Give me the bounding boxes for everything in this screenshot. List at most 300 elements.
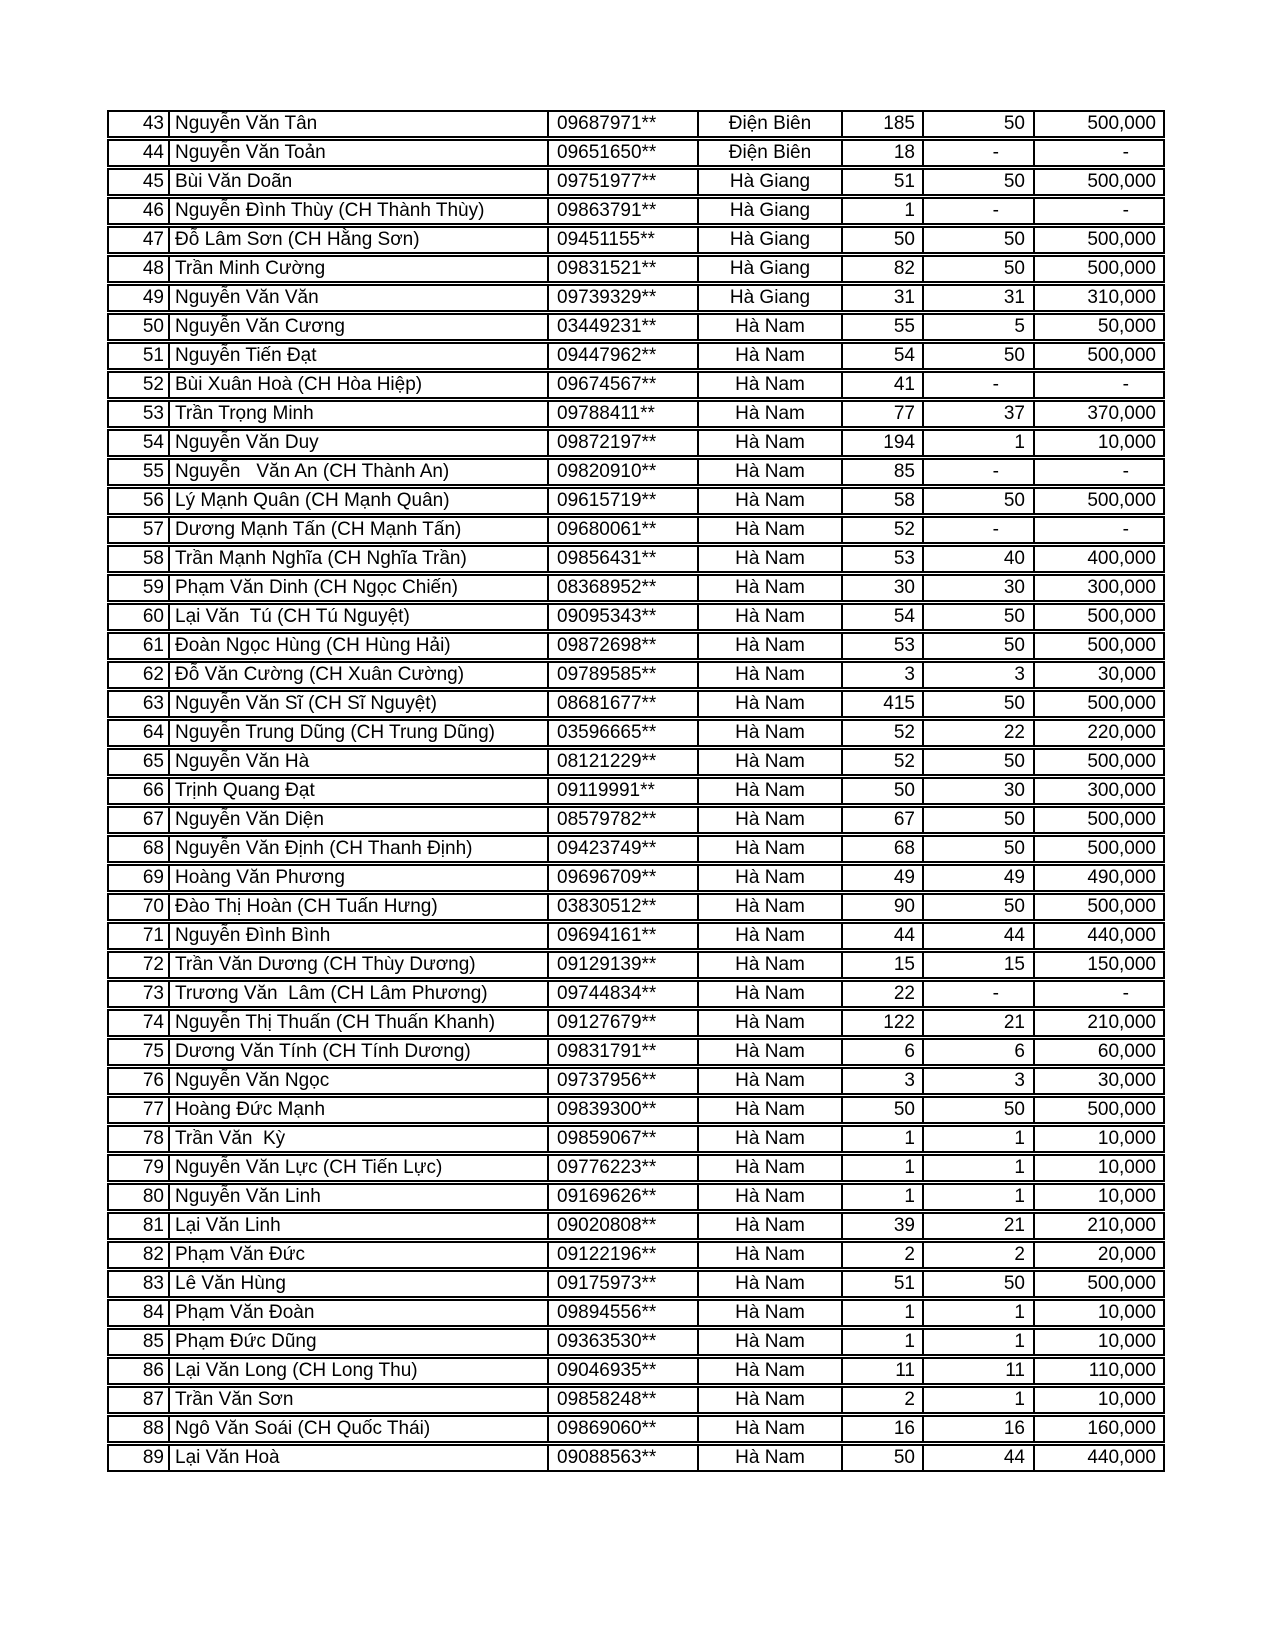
paid-quantity-cell: 1 (922, 1388, 1033, 1412)
recipient-name-cell: Đào Thị Hoàn (CH Tuấn Hưng) (168, 895, 547, 919)
paid-quantity-cell: 50 (922, 257, 1033, 281)
amount-cell: 500,000 (1033, 692, 1163, 716)
recipient-name-cell: Phạm Đức Dũng (168, 1330, 547, 1354)
row-number-cell: 55 (142, 461, 164, 482)
paid-quantity-cell: 16 (922, 1417, 1033, 1441)
province-cell: Hà Nam (697, 663, 841, 687)
row-number-cell: 47 (142, 229, 164, 250)
amount-cell: 500,000 (1033, 489, 1163, 513)
row-number-cell: 46 (142, 200, 164, 221)
quantity-cell: 49 (841, 866, 922, 890)
province-cell: Hà Nam (697, 953, 841, 977)
amount-cell: 500,000 (1033, 1098, 1163, 1122)
province-cell: Hà Nam (697, 1301, 841, 1325)
province-cell: Hà Nam (697, 489, 841, 513)
amount-cell: 370,000 (1033, 402, 1163, 426)
phone-number-cell: 09169626** (547, 1185, 697, 1209)
table-row (107, 777, 1165, 805)
paid-quantity-cell: 1 (922, 1127, 1033, 1151)
paid-quantity-cell: 44 (922, 924, 1033, 948)
province-cell: Hà Nam (697, 1214, 841, 1238)
row-number-cell: 60 (142, 606, 164, 627)
row-number-cell: 75 (142, 1041, 164, 1062)
amount-cell: 310,000 (1033, 286, 1163, 310)
phone-number-cell: 09088563** (547, 1446, 697, 1470)
recipient-name-cell: Trần Mạnh Nghĩa (CH Nghĩa Trần) (168, 547, 547, 571)
quantity-cell: 50 (841, 1446, 922, 1470)
amount-cell: 440,000 (1033, 1446, 1163, 1470)
quantity-cell: 51 (841, 1272, 922, 1296)
table-row (107, 197, 1165, 225)
row-number-cell: 83 (142, 1273, 164, 1294)
row-number-cell: 88 (142, 1418, 164, 1439)
amount-cell: 500,000 (1033, 605, 1163, 629)
phone-number-cell: 09776223** (547, 1156, 697, 1180)
province-cell: Hà Nam (697, 547, 841, 571)
amount-cell: 500,000 (1033, 837, 1163, 861)
table-row (107, 1067, 1165, 1095)
quantity-cell: 22 (841, 982, 922, 1006)
phone-number-cell: 09615719** (547, 489, 697, 513)
phone-number-cell: 09894556** (547, 1301, 697, 1325)
recipient-name-cell: Dương Mạnh Tấn (CH Mạnh Tấn) (168, 518, 547, 542)
recipient-name-cell: Nguyễn Văn Định (CH Thanh Định) (168, 837, 547, 861)
province-cell: Hà Nam (697, 924, 841, 948)
province-cell: Hà Nam (697, 1446, 841, 1470)
recipient-name-cell: Lê Văn Hùng (168, 1272, 547, 1296)
row-number-cell: 85 (142, 1331, 164, 1352)
table-row (107, 1386, 1165, 1414)
table-row (107, 1125, 1165, 1153)
phone-number-cell: 09127679** (547, 1011, 697, 1035)
paid-quantity-cell: 50 (922, 489, 1033, 513)
row-number-cell: 84 (142, 1302, 164, 1323)
quantity-cell: 15 (841, 953, 922, 977)
phone-number-cell: 03449231** (547, 315, 697, 339)
province-cell: Hà Nam (697, 808, 841, 832)
recipient-name-cell: Đoàn Ngọc Hùng (CH Hùng Hải) (168, 634, 547, 658)
amount-cell: 210,000 (1033, 1214, 1163, 1238)
amount-cell: 500,000 (1033, 808, 1163, 832)
phone-number-cell: 09831791** (547, 1040, 697, 1064)
table-row (107, 1038, 1165, 1066)
row-number-cell: 64 (142, 722, 164, 743)
amount-cell: 500,000 (1033, 895, 1163, 919)
province-cell: Hà Nam (697, 1156, 841, 1180)
row-number-cell: 52 (142, 374, 164, 395)
table-row (107, 632, 1165, 660)
recipient-name-cell: Trần Văn Dương (CH Thùy Dương) (168, 953, 547, 977)
paid-quantity-cell: 50 (922, 837, 1033, 861)
table-row (107, 806, 1165, 834)
amount-cell: - (1033, 460, 1163, 484)
row-number-cell: 73 (142, 983, 164, 1004)
amount-cell: 500,000 (1033, 112, 1163, 136)
quantity-cell: 31 (841, 286, 922, 310)
paid-quantity-cell: 1 (922, 431, 1033, 455)
phone-number-cell: 09820910** (547, 460, 697, 484)
recipient-name-cell: Hoàng Văn Phương (168, 866, 547, 890)
recipient-name-cell: Phạm Văn Dinh (CH Ngọc Chiến) (168, 576, 547, 600)
recipient-name-cell: Lý Mạnh Quân (CH Mạnh Quân) (168, 489, 547, 513)
row-number-cell: 78 (142, 1128, 164, 1149)
paid-quantity-cell: 37 (922, 402, 1033, 426)
table-row (107, 1444, 1165, 1472)
row-number-cell: 72 (142, 954, 164, 975)
recipient-name-cell: Ngô Văn Soái (CH Quốc Thái) (168, 1417, 547, 1441)
phone-number-cell: 09737956** (547, 1069, 697, 1093)
quantity-cell: 2 (841, 1243, 922, 1267)
recipient-name-cell: Nguyễn Văn Duy (168, 431, 547, 455)
quantity-cell: 54 (841, 605, 922, 629)
recipient-name-cell: Nguyễn Văn Hà (168, 750, 547, 774)
recipient-name-cell: Nguyễn Đình Bình (168, 924, 547, 948)
province-cell: Hà Nam (697, 1040, 841, 1064)
province-cell: Hà Nam (697, 750, 841, 774)
table-row (107, 168, 1165, 196)
amount-cell: 110,000 (1033, 1359, 1163, 1383)
province-cell: Hà Nam (697, 1330, 841, 1354)
paid-quantity-cell: 2 (922, 1243, 1033, 1267)
paid-quantity-cell: 30 (922, 576, 1033, 600)
quantity-cell: 2 (841, 1388, 922, 1412)
table-row (107, 226, 1165, 254)
amount-cell: 20,000 (1033, 1243, 1163, 1267)
row-number-cell: 79 (142, 1157, 164, 1178)
province-cell: Hà Nam (697, 460, 841, 484)
quantity-cell: 16 (841, 1417, 922, 1441)
phone-number-cell: 08681677** (547, 692, 697, 716)
phone-number-cell: 09687971** (547, 112, 697, 136)
row-number-cell: 45 (142, 171, 164, 192)
recipient-name-cell: Lại Văn Tú (CH Tú Nguyệt) (168, 605, 547, 629)
paid-quantity-cell: 50 (922, 895, 1033, 919)
row-number-cell: 70 (142, 896, 164, 917)
amount-cell: 500,000 (1033, 257, 1163, 281)
phone-number-cell: 09696709** (547, 866, 697, 890)
quantity-cell: 50 (841, 228, 922, 252)
quantity-cell: 52 (841, 518, 922, 542)
recipient-name-cell: Đỗ Lâm Sơn (CH Hằng Sơn) (168, 228, 547, 252)
quantity-cell: 122 (841, 1011, 922, 1035)
amount-cell: 60,000 (1033, 1040, 1163, 1064)
paid-quantity-cell: 21 (922, 1214, 1033, 1238)
paid-quantity-cell: 6 (922, 1040, 1033, 1064)
amount-cell: 440,000 (1033, 924, 1163, 948)
recipient-name-cell: Nguyễn Văn Văn (168, 286, 547, 310)
quantity-cell: 415 (841, 692, 922, 716)
row-number-cell: 53 (142, 403, 164, 424)
row-number-cell: 68 (142, 838, 164, 859)
phone-number-cell: 09856431** (547, 547, 697, 571)
amount-cell: 10,000 (1033, 1330, 1163, 1354)
table-row (107, 748, 1165, 776)
paid-quantity-cell: 31 (922, 286, 1033, 310)
paid-quantity-cell: 22 (922, 721, 1033, 745)
table-row (107, 516, 1165, 544)
phone-number-cell: 09119991** (547, 779, 697, 803)
province-cell: Hà Nam (697, 402, 841, 426)
recipient-name-cell: Nguyễn Tiến Đạt (168, 344, 547, 368)
paid-quantity-cell: 50 (922, 228, 1033, 252)
table-row (107, 1183, 1165, 1211)
table-row (107, 545, 1165, 573)
quantity-cell: 194 (841, 431, 922, 455)
paid-quantity-cell: 50 (922, 170, 1033, 194)
table-row (107, 922, 1165, 950)
row-number-cell: 50 (142, 316, 164, 337)
table-row (107, 342, 1165, 370)
row-number-cell: 67 (142, 809, 164, 830)
table-row (107, 1009, 1165, 1037)
paid-quantity-cell: 50 (922, 605, 1033, 629)
province-cell: Hà Nam (697, 576, 841, 600)
row-number-cell: 61 (142, 635, 164, 656)
recipient-name-cell: Nguyễn Văn Sĩ (CH Sĩ Nguyệt) (168, 692, 547, 716)
row-number-cell: 62 (142, 664, 164, 685)
row-number-cell: 54 (142, 432, 164, 453)
amount-cell: 160,000 (1033, 1417, 1163, 1441)
province-cell: Hà Nam (697, 1359, 841, 1383)
row-number-cell: 66 (142, 780, 164, 801)
table-row (107, 690, 1165, 718)
phone-number-cell: 09858248** (547, 1388, 697, 1412)
table-row (107, 284, 1165, 312)
province-cell: Hà Nam (697, 1417, 841, 1441)
amount-cell: 30,000 (1033, 1069, 1163, 1093)
amount-cell: 500,000 (1033, 750, 1163, 774)
row-number-cell: 82 (142, 1244, 164, 1265)
phone-number-cell: 09869060** (547, 1417, 697, 1441)
quantity-cell: 6 (841, 1040, 922, 1064)
province-cell: Hà Nam (697, 1272, 841, 1296)
row-number-cell: 69 (142, 867, 164, 888)
table-row (107, 1328, 1165, 1356)
amount-cell: 150,000 (1033, 953, 1163, 977)
province-cell: Hà Nam (697, 721, 841, 745)
recipient-name-cell: Nguyễn Văn Ngọc (168, 1069, 547, 1093)
table-row (107, 1241, 1165, 1269)
amount-cell: - (1033, 199, 1163, 223)
phone-number-cell: 09674567** (547, 373, 697, 397)
quantity-cell: 58 (841, 489, 922, 513)
phone-number-cell: 09651650** (547, 141, 697, 165)
quantity-cell: 90 (841, 895, 922, 919)
recipient-name-cell: Nguyễn Trung Dũng (CH Trung Dũng) (168, 721, 547, 745)
phone-number-cell: 09751977** (547, 170, 697, 194)
paid-quantity-cell: 21 (922, 1011, 1033, 1035)
amount-cell: - (1033, 982, 1163, 1006)
paid-quantity-cell: 30 (922, 779, 1033, 803)
quantity-cell: 3 (841, 663, 922, 687)
row-number-cell: 59 (142, 577, 164, 598)
paid-quantity-cell: 5 (922, 315, 1033, 339)
recipient-name-cell: Bùi Xuân Hoà (CH Hòa Hiệp) (168, 373, 547, 397)
phone-number-cell: 03830512** (547, 895, 697, 919)
quantity-cell: 1 (841, 199, 922, 223)
row-number-cell: 65 (142, 751, 164, 772)
province-cell: Hà Giang (697, 286, 841, 310)
paid-quantity-cell: 50 (922, 1098, 1033, 1122)
province-cell: Hà Nam (697, 344, 841, 368)
paid-quantity-cell: - (922, 373, 1033, 397)
quantity-cell: 53 (841, 547, 922, 571)
quantity-cell: 1 (841, 1156, 922, 1180)
province-cell: Hà Nam (697, 1098, 841, 1122)
row-number-cell: 71 (142, 925, 164, 946)
phone-number-cell: 09789585** (547, 663, 697, 687)
quantity-cell: 77 (841, 402, 922, 426)
province-cell: Hà Giang (697, 228, 841, 252)
quantity-cell: 39 (841, 1214, 922, 1238)
province-cell: Hà Nam (697, 1069, 841, 1093)
paid-quantity-cell: 40 (922, 547, 1033, 571)
table-row (107, 835, 1165, 863)
table-row (107, 574, 1165, 602)
phone-number-cell: 09831521** (547, 257, 697, 281)
table-row (107, 980, 1165, 1008)
table-row (107, 255, 1165, 283)
province-cell: Hà Giang (697, 257, 841, 281)
phone-number-cell: 09423749** (547, 837, 697, 861)
phone-number-cell: 08579782** (547, 808, 697, 832)
recipient-name-cell: Nguyễn Văn An (CH Thành An) (168, 460, 547, 484)
amount-cell: 500,000 (1033, 228, 1163, 252)
table-row (107, 1415, 1165, 1443)
table-row (107, 371, 1165, 399)
table-row (107, 1299, 1165, 1327)
phone-number-cell: 09788411** (547, 402, 697, 426)
amount-cell: - (1033, 518, 1163, 542)
phone-number-cell: 09859067** (547, 1127, 697, 1151)
province-cell: Hà Nam (697, 837, 841, 861)
recipient-name-cell: Nguyễn Văn Diện (168, 808, 547, 832)
table-row (107, 603, 1165, 631)
row-number-cell: 49 (142, 287, 164, 308)
amount-cell: 490,000 (1033, 866, 1163, 890)
province-cell: Hà Nam (697, 692, 841, 716)
quantity-cell: 185 (841, 112, 922, 136)
province-cell: Hà Nam (697, 1011, 841, 1035)
row-number-cell: 56 (142, 490, 164, 511)
province-cell: Hà Nam (697, 982, 841, 1006)
paid-quantity-cell: 50 (922, 344, 1033, 368)
table-row (107, 1270, 1165, 1298)
amount-cell: 50,000 (1033, 315, 1163, 339)
phone-number-cell: 09363530** (547, 1330, 697, 1354)
phone-number-cell: 08121229** (547, 750, 697, 774)
table-row (107, 139, 1165, 167)
paid-quantity-cell: 1 (922, 1301, 1033, 1325)
table-row (107, 110, 1165, 138)
province-cell: Hà Giang (697, 199, 841, 223)
table-row (107, 313, 1165, 341)
recipient-name-cell: Trịnh Quang Đạt (168, 779, 547, 803)
recipient-name-cell: Trần Trọng Minh (168, 402, 547, 426)
amount-cell: 10,000 (1033, 1301, 1163, 1325)
paid-quantity-cell: 3 (922, 1069, 1033, 1093)
province-cell: Hà Nam (697, 1127, 841, 1151)
paid-quantity-cell: 50 (922, 750, 1033, 774)
recipient-name-cell: Trần Minh Cường (168, 257, 547, 281)
table-row (107, 400, 1165, 428)
quantity-cell: 82 (841, 257, 922, 281)
phone-number-cell: 08368952** (547, 576, 697, 600)
province-cell: Hà Nam (697, 1243, 841, 1267)
recipient-name-cell: Phạm Văn Đức (168, 1243, 547, 1267)
quantity-cell: 67 (841, 808, 922, 832)
recipient-name-cell: Phạm Văn Đoàn (168, 1301, 547, 1325)
phone-number-cell: 09175973** (547, 1272, 697, 1296)
phone-number-cell: 09872698** (547, 634, 697, 658)
phone-number-cell: 09863791** (547, 199, 697, 223)
row-number-cell: 89 (142, 1447, 164, 1468)
quantity-cell: 51 (841, 170, 922, 194)
amount-cell: 500,000 (1033, 1272, 1163, 1296)
phone-number-cell: 09694161** (547, 924, 697, 948)
paid-quantity-cell: 49 (922, 866, 1033, 890)
province-cell: Hà Nam (697, 1185, 841, 1209)
row-number-cell: 48 (142, 258, 164, 279)
row-number-cell: 58 (142, 548, 164, 569)
quantity-cell: 3 (841, 1069, 922, 1093)
table-row (107, 864, 1165, 892)
phone-number-cell: 09020808** (547, 1214, 697, 1238)
table-row (107, 1357, 1165, 1385)
table-row (107, 1096, 1165, 1124)
row-number-cell: 80 (142, 1186, 164, 1207)
province-cell: Hà Nam (697, 315, 841, 339)
paid-quantity-cell: 1 (922, 1156, 1033, 1180)
phone-number-cell: 09744834** (547, 982, 697, 1006)
quantity-cell: 85 (841, 460, 922, 484)
province-cell: Hà Giang (697, 170, 841, 194)
province-cell: Hà Nam (697, 431, 841, 455)
recipient-name-cell: Nguyễn Thị Thuấn (CH Thuấn Khanh) (168, 1011, 547, 1035)
paid-quantity-cell: 50 (922, 692, 1033, 716)
amount-cell: 300,000 (1033, 779, 1163, 803)
paid-quantity-cell: - (922, 460, 1033, 484)
quantity-cell: 1 (841, 1185, 922, 1209)
phone-number-cell: 09095343** (547, 605, 697, 629)
quantity-cell: 50 (841, 779, 922, 803)
quantity-cell: 68 (841, 837, 922, 861)
amount-cell: 10,000 (1033, 1156, 1163, 1180)
table-row (107, 1154, 1165, 1182)
amount-cell: - (1033, 373, 1163, 397)
phone-number-cell: 03596665** (547, 721, 697, 745)
province-cell: Hà Nam (697, 895, 841, 919)
paid-quantity-cell: - (922, 518, 1033, 542)
table-row (107, 487, 1165, 515)
quantity-cell: 30 (841, 576, 922, 600)
row-number-cell: 77 (142, 1099, 164, 1120)
recipient-name-cell: Trần Văn Sơn (168, 1388, 547, 1412)
recipient-list-table (107, 110, 1165, 1473)
quantity-cell: 18 (841, 141, 922, 165)
row-number-cell: 81 (142, 1215, 164, 1236)
phone-number-cell: 09122196** (547, 1243, 697, 1267)
recipient-name-cell: Trương Văn Lâm (CH Lâm Phương) (168, 982, 547, 1006)
quantity-cell: 52 (841, 750, 922, 774)
quantity-cell: 44 (841, 924, 922, 948)
row-number-cell: 86 (142, 1360, 164, 1381)
phone-number-cell: 09447962** (547, 344, 697, 368)
table-row (107, 429, 1165, 457)
amount-cell: 10,000 (1033, 1127, 1163, 1151)
row-number-cell: 63 (142, 693, 164, 714)
amount-cell: 10,000 (1033, 1185, 1163, 1209)
